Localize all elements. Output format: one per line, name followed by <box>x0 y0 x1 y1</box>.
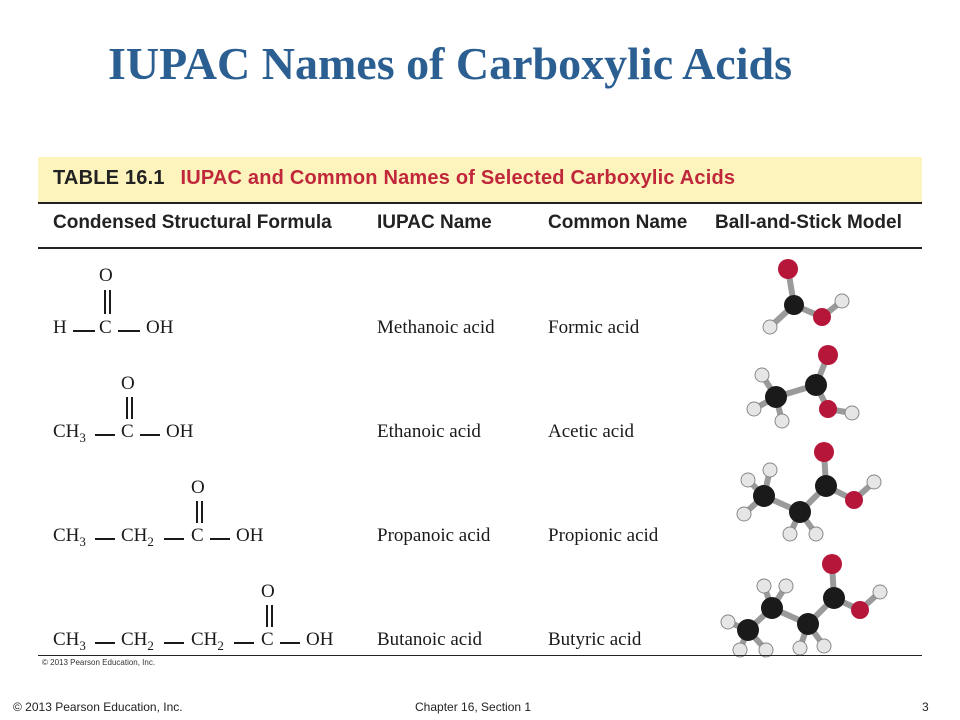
single-bond <box>140 434 160 436</box>
common-name: Butyric acid <box>548 629 642 650</box>
formula-hydroxyl: OH <box>306 629 334 650</box>
table-bottom-rule <box>38 655 922 656</box>
double-bond <box>271 605 273 627</box>
common-name: Acetic acid <box>548 421 634 442</box>
subscript: 2 <box>147 533 154 549</box>
subscript: 3 <box>79 429 86 445</box>
ch-text: CH <box>53 525 80 546</box>
iupac-name: Butanoic acid <box>377 629 482 650</box>
double-bond <box>196 501 198 523</box>
column-header-formula: Condensed Structural Formula <box>53 212 332 233</box>
single-bond <box>95 642 115 644</box>
column-header-iupac: IUPAC Name <box>377 212 492 233</box>
formula-hydroxyl: OH <box>146 317 174 338</box>
column-header-rule <box>38 247 922 249</box>
formula-carbon: C <box>121 421 134 442</box>
propionic-acid-ball-and-stick-model <box>728 440 898 545</box>
table-caption: IUPAC and Common Names of Selected Carboxylic Acids <box>180 167 736 189</box>
double-bond <box>104 290 106 314</box>
footer-chapter: Chapter 16, Section 1 <box>415 700 532 714</box>
page-number: 3 <box>922 700 929 714</box>
slide-title: IUPAC Names of Carboxylic Acids <box>108 38 792 89</box>
carboxylic-acids-table <box>38 157 922 671</box>
double-bond <box>126 397 128 419</box>
single-bond <box>95 434 115 436</box>
butyric-acid-ball-and-stick-model <box>714 552 914 662</box>
formic-acid-ball-and-stick-model <box>750 257 870 342</box>
formula-oxygen: O <box>191 477 205 498</box>
iupac-name: Propanoic acid <box>377 525 491 546</box>
single-bond <box>164 538 184 540</box>
subscript: 2 <box>147 637 154 653</box>
formula-methylene-group <box>121 525 154 550</box>
formula-oxygen: O <box>99 265 113 286</box>
formula-carbon: C <box>261 629 274 650</box>
common-name: Formic acid <box>548 317 640 338</box>
iupac-name: Methanoic acid <box>377 317 495 338</box>
single-bond <box>234 642 254 644</box>
formula-ethanoic <box>53 365 393 455</box>
formula-methylene-group <box>121 629 154 654</box>
formula-hydroxyl: OH <box>166 421 194 442</box>
column-header-model: Ball-and-Stick Model <box>715 212 902 233</box>
formula-methyl-group <box>53 629 86 654</box>
single-bond <box>95 538 115 540</box>
ch-text: CH <box>53 629 80 650</box>
single-bond <box>164 642 184 644</box>
formula-oxygen: O <box>261 581 275 602</box>
formula-methyl-group <box>53 421 86 446</box>
formula-butanoic <box>53 573 393 663</box>
double-bond <box>266 605 268 627</box>
formula-hydrogen: H <box>53 317 67 338</box>
single-bond <box>118 330 140 332</box>
footer-copyright: © 2013 Pearson Education, Inc. <box>13 700 183 714</box>
acetic-acid-ball-and-stick-model <box>736 345 886 440</box>
table-title <box>53 167 735 190</box>
table-header-band <box>38 157 922 202</box>
ch-text: CH <box>53 421 80 442</box>
single-bond <box>73 330 95 332</box>
formula-propanoic <box>53 469 393 559</box>
subscript: 3 <box>79 533 86 549</box>
formula-carbon: C <box>99 317 112 338</box>
single-bond <box>280 642 300 644</box>
subscript: 2 <box>217 637 224 653</box>
iupac-name: Ethanoic acid <box>377 421 481 442</box>
double-bond <box>201 501 203 523</box>
table-copyright: © 2013 Pearson Education, Inc. <box>42 658 156 667</box>
formula-methylene-group <box>191 629 224 654</box>
ch-text: CH <box>121 629 148 650</box>
formula-methanoic <box>53 262 393 352</box>
formula-oxygen: O <box>121 373 135 394</box>
header-rule <box>38 202 922 204</box>
common-name: Propionic acid <box>548 525 659 546</box>
double-bond <box>109 290 111 314</box>
ch-text: CH <box>121 525 148 546</box>
formula-carbon: C <box>191 525 204 546</box>
formula-methyl-group <box>53 525 86 550</box>
ch-text: CH <box>191 629 218 650</box>
column-header-common: Common Name <box>548 212 688 233</box>
single-bond <box>210 538 230 540</box>
table-number: TABLE 16.1 <box>53 167 165 189</box>
subscript: 3 <box>79 637 86 653</box>
formula-hydroxyl: OH <box>236 525 264 546</box>
double-bond <box>131 397 133 419</box>
